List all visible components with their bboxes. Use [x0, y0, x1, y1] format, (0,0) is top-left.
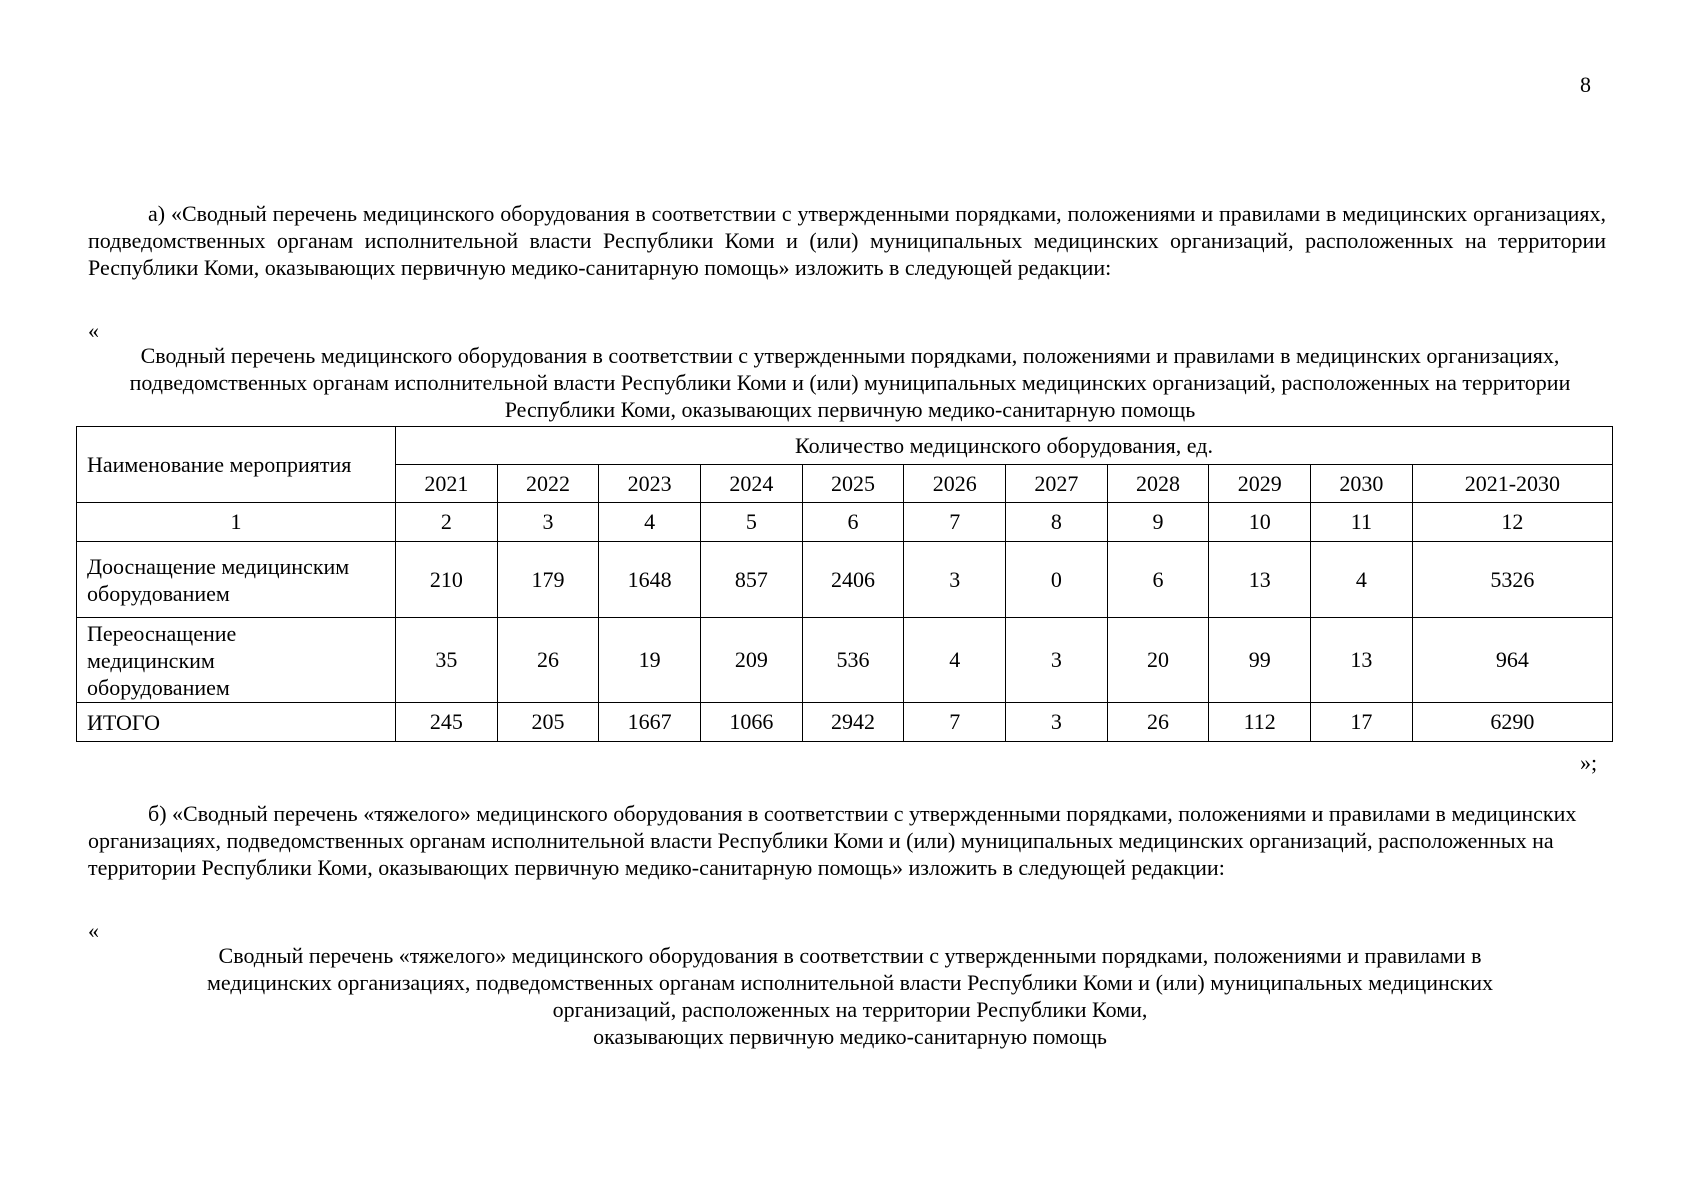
table-cell: 3: [1006, 618, 1108, 703]
column-number: 11: [1311, 503, 1413, 542]
caption-line: Сводный перечень «тяжелого» медицинского оборудования в соответствии с утвержденными порядками, положениями и правилами в: [218, 943, 1482, 968]
table-cell: 857: [701, 542, 803, 618]
column-number-row: [77, 503, 1613, 542]
column-number: 1: [77, 503, 396, 542]
table-cell: 2942: [802, 703, 904, 742]
year-header: 2022: [497, 465, 599, 503]
year-header: 2030: [1311, 465, 1413, 503]
section-b-caption: [110, 942, 1590, 1050]
section-b-quote-open: «: [88, 918, 99, 943]
table-cell: 1667: [599, 703, 701, 742]
column-number: 9: [1107, 503, 1209, 542]
row-label-line: медицинским: [87, 647, 215, 673]
table-cell: 245: [396, 703, 498, 742]
table-cell: 2406: [802, 542, 904, 618]
year-header: 2029: [1209, 465, 1311, 503]
year-header: 2025: [802, 465, 904, 503]
table-cell: 1648: [599, 542, 701, 618]
table-cell: 4: [904, 618, 1006, 703]
table-cell: 99: [1209, 618, 1311, 703]
column-number: 5: [701, 503, 803, 542]
table-header-row: [77, 427, 1613, 465]
row-label: ИТОГО: [77, 703, 396, 742]
column-number: 10: [1209, 503, 1311, 542]
table-cell: 210: [396, 542, 498, 618]
table-cell: 4: [1311, 542, 1413, 618]
year-header: 2023: [599, 465, 701, 503]
section-a-intro: а) «Сводный перечень медицинского оборудования в соответствии с утвержденными порядками, положениями и правилами в медицинских организациях, подведомственных органам исполнительной власти Республики Коми и (или) муниципальных медицинских организаций, расположенных на территории Республики Коми, оказывающих первичную медико-санитарную помощь» изложить в следующей редакции:: [88, 201, 1606, 280]
table-cell: 6290: [1412, 703, 1612, 742]
table-cell: 964: [1412, 618, 1612, 703]
section-a-quote-close: »;: [1580, 750, 1598, 775]
table-cell: 35: [396, 618, 498, 703]
row-label: [77, 542, 396, 618]
table-cell: 13: [1311, 618, 1413, 703]
caption-line: организаций, расположенных на территории Республики Коми,: [552, 997, 1148, 1022]
quantity-group-header: Количество медицинского оборудования, ед.: [396, 427, 1613, 465]
table-cell: 19: [599, 618, 701, 703]
table-cell: 13: [1209, 542, 1311, 618]
table-cell: 0: [1006, 542, 1108, 618]
section-a-caption: Сводный перечень медицинского оборудования в соответствии с утвержденными порядками, положениями и правилами в медицинских организациях, подведомственных органам исполнительной власти Республики Коми и (или) муниципальных медицинских организаций, расположенных на территории Республики Коми, оказывающих первичную медико-санитарную помощь: [129, 343, 1571, 422]
total-row: [77, 703, 1613, 742]
table-cell: 6: [1107, 542, 1209, 618]
year-header: 2026: [904, 465, 1006, 503]
column-number: 4: [599, 503, 701, 542]
column-number: 12: [1412, 503, 1612, 542]
row-label: [77, 618, 396, 703]
section-a-quote-open: «: [88, 318, 99, 343]
table-cell: 7: [904, 703, 1006, 742]
column-number: 3: [497, 503, 599, 542]
equipment-table-container: [76, 426, 1613, 742]
table-row: [77, 542, 1613, 618]
column-number: 6: [802, 503, 904, 542]
table-cell: 1066: [701, 703, 803, 742]
table-cell: 112: [1209, 703, 1311, 742]
table-cell: 3: [1006, 703, 1108, 742]
row-label-line: Переоснащение: [87, 620, 237, 646]
equipment-table: [76, 426, 1613, 742]
year-header: 2027: [1006, 465, 1108, 503]
table-cell: 5326: [1412, 542, 1612, 618]
name-column-header: Наименование мероприятия: [77, 427, 396, 503]
column-number: 7: [904, 503, 1006, 542]
year-header: 2021-2030: [1412, 465, 1612, 503]
table-cell: 536: [802, 618, 904, 703]
row-label-line: оборудованием: [87, 580, 230, 606]
table-cell: 205: [497, 703, 599, 742]
table-cell: 179: [497, 542, 599, 618]
table-cell: 209: [701, 618, 803, 703]
table-cell: 20: [1107, 618, 1209, 703]
table-row: [77, 618, 1613, 703]
table-cell: 17: [1311, 703, 1413, 742]
year-header: 2028: [1107, 465, 1209, 503]
year-header: 2021: [396, 465, 498, 503]
section-b-intro: б) «Сводный перечень «тяжелого» медицинского оборудования в соответствии с утвержденными порядками, положениями и правилами в медицинских организациях, подведомственных органам исполнительной власти Республики Коми и (или) муниципальных медицинских организаций, расположенных на территории Республики Коми, оказывающих первичную медико-санитарную помощь» изложить в следующей редакции:: [88, 801, 1577, 880]
row-label-line: Дооснащение медицинским: [87, 553, 350, 579]
year-header: 2024: [701, 465, 803, 503]
page-number: 8: [1580, 72, 1591, 97]
table-cell: 26: [1107, 703, 1209, 742]
column-number: 2: [396, 503, 498, 542]
caption-line: оказывающих первичную медико-санитарную помощь: [593, 1024, 1107, 1049]
row-label-line: оборудованием: [87, 674, 230, 700]
caption-line: медицинских организациях, подведомственных органам исполнительной власти Республики Коми и (или) муниципальных медицинских: [207, 970, 1493, 995]
table-cell: 26: [497, 618, 599, 703]
column-number: 8: [1006, 503, 1108, 542]
table-cell: 3: [904, 542, 1006, 618]
